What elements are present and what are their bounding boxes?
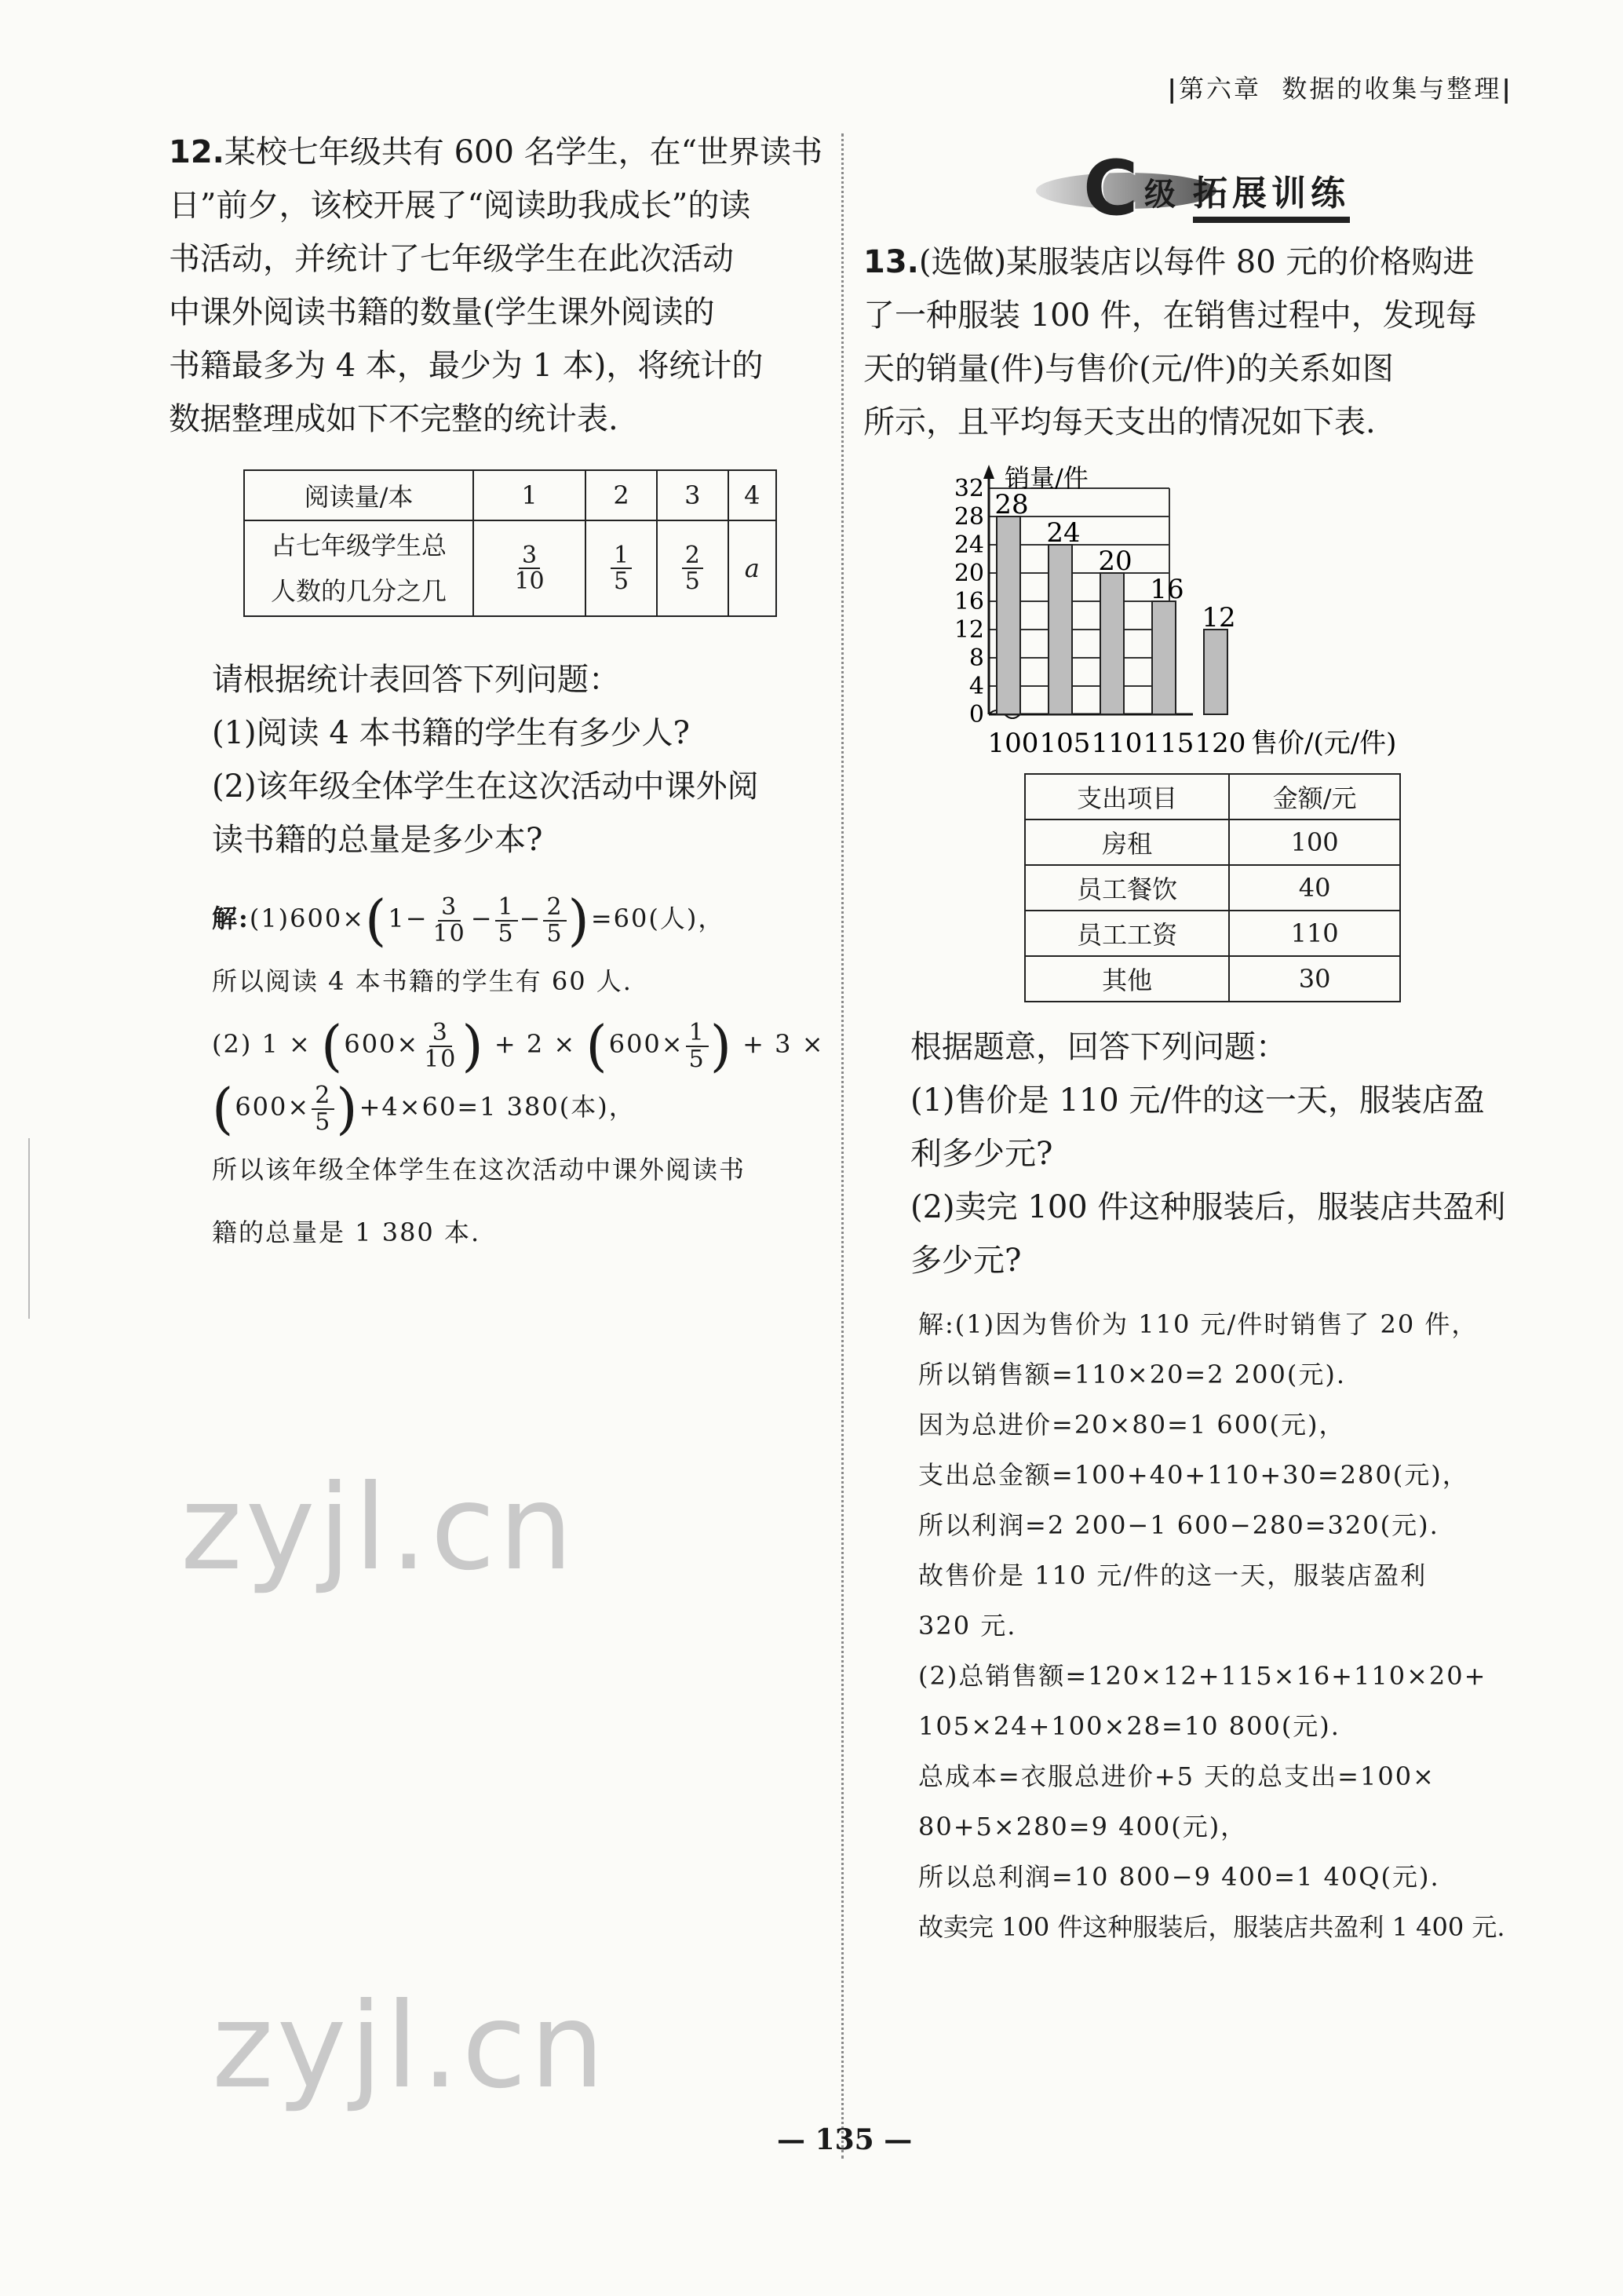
question-13-prompts (910, 1020, 1562, 1287)
denominator: 10 (432, 919, 466, 947)
answer-line: 解:(1)600×(1− $\frac{3}{10}$ − $\frac{1}{5}$ − $\frac{2}{5}$ )=60(人)， (212, 888, 725, 953)
column-divider (841, 133, 844, 2159)
question-number: 12. (169, 134, 224, 170)
bar (1152, 601, 1176, 714)
y-tick-label: 0 (968, 701, 984, 728)
table-header (244, 520, 473, 616)
y-tick-label: 16 (954, 588, 984, 615)
data-label: 28 (994, 489, 1029, 520)
stem-line: (选做)某服装店以每件 80 元的价格购进 (918, 244, 1475, 280)
table-cell: 1 (473, 470, 585, 520)
answer-line: 支出总金额=100+40+110+30=280(元)， (918, 1460, 1469, 1490)
x-axis-label: 售价/(元/件) (1251, 728, 1397, 759)
sub-question: (2)卖完 100 件这种服装后，服装店共盈利 (910, 1189, 1506, 1225)
stem-line: 某校七年级共有 600 名学生，在“世界读书 (224, 134, 823, 170)
numerator: 2 (312, 1083, 334, 1110)
y-tick-label: 32 (954, 475, 984, 502)
y-tick-label: 4 (968, 673, 984, 700)
table-header: 阅读量/本 (244, 470, 473, 520)
stem-line: 了一种服装 100 件，在销售过程中，发现每 (863, 297, 1477, 334)
math: + 3 × (742, 1029, 825, 1059)
sub-question: (1)阅读 4 本书籍的学生有多少人? (212, 715, 690, 751)
denominator: 5 (684, 568, 700, 595)
math: + 2 × (494, 1029, 577, 1059)
reading-stats-table (243, 469, 777, 617)
bar (1100, 573, 1124, 714)
stem-line: 所示，且平均每天支出的情况如下表. (863, 404, 1376, 440)
table-cell (657, 520, 728, 616)
y-tick-label: 12 (954, 616, 984, 644)
data-label: 12 (1202, 602, 1236, 633)
sub-question: (2)该年级全体学生在这次活动中课外阅 (212, 768, 759, 805)
table-cell: 110 (1229, 911, 1400, 956)
answer-line: (600× $\frac{2}{5}$ )+4×60=1 380(本)， (212, 1076, 636, 1141)
stem-line: 日”前夕，该校开展了“阅读助我成长”的读 (169, 188, 751, 224)
math: (1)600× (249, 903, 366, 933)
denominator: 5 (498, 919, 515, 947)
numerator: 1 (611, 543, 632, 570)
bar (1204, 630, 1227, 714)
table-cell: 40 (1229, 865, 1400, 911)
numerator: 3 (519, 543, 540, 570)
math: =60(人)， (590, 903, 725, 933)
table-cell: 员工餐饮 (1025, 865, 1229, 911)
bar (997, 517, 1020, 714)
math: 600× (235, 1092, 311, 1122)
table-cell: 30 (1229, 956, 1400, 1002)
x-tick-label: 120 (1194, 728, 1246, 759)
stem-line: 中课外阅读书籍的数量(学生课外阅读的 (169, 294, 715, 330)
math: 600× (608, 1029, 684, 1059)
numerator: 2 (543, 895, 566, 922)
grade-suffix: 级 (1144, 176, 1176, 213)
denominator: 5 (688, 1045, 706, 1073)
prompt: 请根据统计表回答下列问题： (212, 662, 620, 698)
math: − (519, 903, 542, 933)
stem-line: 书籍最多为 4 本，最少为 1 本)，将统计的 (169, 348, 764, 384)
question-12 (169, 126, 828, 446)
data-label: 24 (1046, 517, 1081, 549)
margin-line (28, 1138, 30, 1319)
denominator: 5 (546, 919, 563, 947)
table-cell: 员工工资 (1025, 911, 1229, 956)
answer-line: 因为总进价=20×80=1 600(元)， (918, 1410, 1346, 1440)
answer-line: (2) 1 × (600× $\frac{3}{10}$ ) + 2 × (600× $\frac{1}{5}$ ) + 3 × (212, 1013, 825, 1079)
numerator: 1 (686, 1020, 709, 1047)
watermark: zyjl.cn (181, 1460, 577, 1597)
sub-question: 利多少元? (910, 1136, 1053, 1172)
denominator: 5 (613, 568, 629, 595)
question-12-prompts (212, 653, 840, 867)
numerator: 1 (495, 895, 518, 922)
data-label: 20 (1098, 546, 1132, 577)
y-tick-label: 20 (954, 560, 984, 587)
table-cell: 3 (657, 470, 728, 520)
answer-line: 320 元. (918, 1611, 1017, 1641)
math: (2) 1 × (212, 1029, 312, 1059)
y-tick-label: 28 (954, 503, 984, 531)
running-header: |第六章 数据的收集与整理| (1167, 74, 1513, 104)
denominator: 10 (424, 1045, 458, 1073)
watermark: zyjl.cn (212, 1978, 608, 2115)
answer-line: 故卖完 100 件这种服装后，服装店共盈利 1 400 元. (918, 1912, 1505, 1942)
table-cell: 100 (1229, 819, 1400, 865)
table-cell: 4 (728, 470, 776, 520)
answer-line: (2)总销售额=120×12+115×16+110×20+ (918, 1661, 1487, 1691)
table-header-line: 人数的几分之几 (270, 576, 447, 606)
table-cell: 其他 (1025, 956, 1229, 1002)
numerator: 3 (429, 1020, 452, 1047)
denominator: 5 (315, 1108, 332, 1136)
sub-question: 读书籍的总量是多少本? (212, 822, 543, 858)
answer-line: 所以该年级全体学生在这次活动中课外阅读书 (212, 1155, 746, 1185)
math: − (470, 903, 494, 933)
data-label: 16 (1150, 574, 1184, 605)
answer-label: 解: (212, 903, 250, 933)
prompt: 根据题意，回答下列问题： (910, 1029, 1287, 1065)
answer-line: 80+5×280=9 400(元)， (918, 1812, 1248, 1842)
section-banner (1036, 144, 1366, 232)
stem-line: 数据整理成如下不完整的统计表. (169, 401, 618, 437)
answer-line: 105×24+100×28=10 800(元). (918, 1711, 1340, 1741)
stem-line: 书活动，并统计了七年级学生在此次活动 (169, 241, 734, 277)
table-cell (585, 520, 657, 616)
answer-line: 所以总利润=10 800−9 400=1 40Q(元). (918, 1862, 1440, 1892)
table-header: 支出项目 (1025, 774, 1229, 819)
x-tick-label: 105 (1039, 728, 1091, 759)
table-header-line: 占七年级学生总 (270, 531, 447, 560)
bar (1049, 545, 1072, 714)
math: 600× (344, 1029, 420, 1059)
answer-line: 解:(1)因为售价为 110 元/件时销售了 20 件， (918, 1309, 1479, 1339)
sub-question: (1)售价是 110 元/件的这一天，服装店盈 (910, 1082, 1485, 1119)
answer-12 (212, 887, 840, 1264)
y-tick-label: 8 (968, 644, 984, 672)
answer-line: 所以利润=2 200−1 600−280=320(元). (918, 1510, 1439, 1540)
stem-line: 天的销量(件)与售价(元/件)的关系如图 (863, 351, 1394, 387)
numerator: 2 (682, 543, 703, 570)
sales-bar-chart (942, 463, 1507, 761)
x-tick-label: 100 (987, 728, 1039, 759)
table-cell: a (728, 520, 776, 616)
math: 1− (388, 903, 429, 933)
question-13 (863, 235, 1554, 449)
page-number: — 135 — (777, 2123, 913, 2156)
expense-table (1024, 773, 1401, 1002)
math: +4×60=1 380(本)， (359, 1092, 636, 1122)
sub-question: 多少元? (910, 1243, 1022, 1279)
numerator: 3 (438, 895, 461, 922)
table-cell: 2 (585, 470, 657, 520)
denominator: 10 (514, 568, 545, 595)
chapter-label: 第六章 (1178, 74, 1261, 104)
table-cell (473, 520, 585, 616)
answer-13 (918, 1299, 1562, 1952)
answer-line: 总成本=衣服总进价+5 天的总支出=100× (918, 1761, 1435, 1791)
answer-line: 故售价是 110 元/件的这一天，服装店盈利 (918, 1560, 1428, 1590)
table-cell: 房租 (1025, 819, 1229, 865)
question-number: 13. (863, 244, 919, 280)
y-axis-arrow (983, 465, 994, 479)
answer-line: 籍的总量是 1 380 本. (212, 1217, 481, 1247)
table-header: 金额/元 (1229, 774, 1400, 819)
section-title: 拓展训练 (1193, 165, 1350, 223)
answer-line: 所以销售额=110×20=2 200(元). (918, 1360, 1346, 1389)
y-axis-label: 销量/件 (1005, 463, 1089, 493)
x-tick-label: 115 (1143, 728, 1194, 759)
chapter-title: 数据的收集与整理 (1282, 74, 1502, 104)
x-tick-label: 110 (1091, 728, 1143, 759)
answer-line: 所以阅读 4 本书籍的学生有 60 人. (212, 966, 633, 996)
y-tick-label: 24 (954, 531, 984, 559)
grade-letter: C (1083, 144, 1139, 232)
